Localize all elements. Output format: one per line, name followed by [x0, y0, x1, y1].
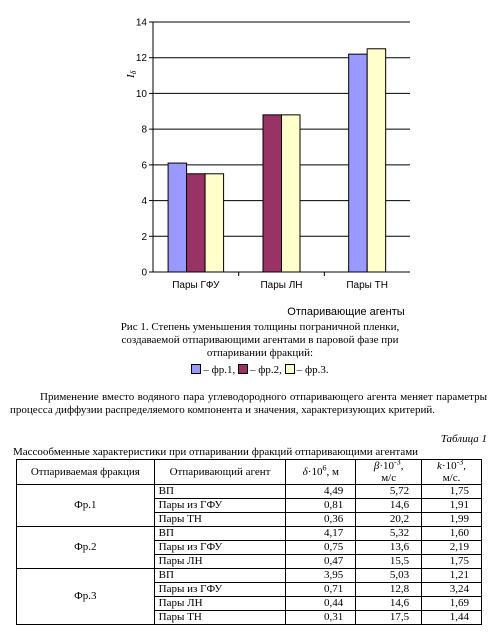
figure-legend	[160, 364, 360, 376]
table-body	[17, 485, 482, 625]
delta-cell: 0,44	[286, 597, 356, 611]
table-label: Таблица 1	[440, 433, 487, 445]
header-k: $k\cdot 10^{-3}$, м/с.	[422, 460, 482, 485]
legend-label-series-2: – фр.2,	[250, 364, 282, 376]
legend-swatch-series-3	[285, 364, 295, 374]
x-tick-label: Пары ГФУ	[172, 280, 220, 291]
agent-cell: ВП	[154, 569, 286, 583]
beta-cell: 13,6	[356, 541, 422, 555]
k-cell: 1,99	[422, 513, 482, 527]
header-agent: Отпаривающий агент	[154, 460, 286, 485]
y-tick-label: 12	[135, 53, 147, 65]
table-row	[17, 569, 482, 583]
k-cell: 2,19	[422, 541, 482, 555]
agent-cell: Пары ЛН	[154, 597, 286, 611]
header-delta: $\delta\cdot 10^6$, м	[286, 460, 356, 485]
legend-label-series-3: – фр.3.	[296, 364, 329, 376]
beta-cell: 17,5	[356, 611, 422, 625]
agent-cell: Пары из ГФУ	[154, 499, 286, 513]
k-cell: 3,24	[422, 583, 482, 597]
table-title: Массообменные характеристики при отпаривании фракций отпаривающими агентами	[13, 446, 419, 458]
y-tick-label: 10	[135, 88, 147, 100]
x-tick-label: Пары ТН	[346, 280, 388, 291]
delta-cell: 0,71	[286, 583, 356, 597]
agent-cell: Пары из ГФУ	[154, 541, 286, 555]
k-cell: 1,91	[422, 499, 482, 513]
y-tick-label: 14	[135, 17, 147, 29]
bar-series-1	[349, 54, 368, 272]
beta-cell: 5,03	[356, 569, 422, 583]
table-row	[17, 527, 482, 541]
header-fraction: Отпариваемая фракция	[17, 460, 155, 485]
delta-cell: 0,47	[286, 555, 356, 569]
k-cell: 1,44	[422, 611, 482, 625]
k-cell: 1,75	[422, 485, 482, 499]
bar-chart	[0, 0, 499, 320]
bar-series-2	[263, 115, 282, 272]
beta-cell: 5,72	[356, 485, 422, 499]
k-cell: 1,21	[422, 569, 482, 583]
beta-cell: 15,5	[356, 555, 422, 569]
legend-swatch-series-2	[238, 364, 248, 374]
y-axis-label: Iδ	[125, 70, 138, 78]
legend-label-series-1: – фр.1,	[203, 364, 236, 376]
agent-cell: Пары ТН	[154, 611, 286, 625]
table-row	[17, 485, 482, 499]
fraction-cell: Фр.3	[17, 569, 155, 625]
legend-swatch-series-1	[191, 364, 201, 374]
delta-cell: 3,95	[286, 569, 356, 583]
agent-cell: ВП	[154, 527, 286, 541]
y-tick-label: 8	[141, 124, 147, 136]
fraction-cell: Фр.2	[17, 527, 155, 569]
delta-cell: 0,75	[286, 541, 356, 555]
delta-cell: 4,17	[286, 527, 356, 541]
k-cell: 1,75	[422, 555, 482, 569]
body-paragraph: Применение вместо водяного пара углеводородного отпаривающего агента меняет параметры процесса диффузии распределяемого компонента и значения, характеризующих критерий.	[10, 391, 487, 416]
delta-cell: 4,49	[286, 485, 356, 499]
fraction-cell: Фр.1	[17, 485, 155, 527]
chart-bars	[168, 49, 386, 272]
header-beta: $\beta\cdot 10^{-3}$, м/с	[356, 460, 422, 485]
beta-cell: 20,2	[356, 513, 422, 527]
beta-cell: 14,6	[356, 597, 422, 611]
beta-cell: 12,8	[356, 583, 422, 597]
figure-caption: Рис 1. Степень уменьшения толщины пограничной пленки, создаваемой отпаривающими агентами в паровой фазе при отпаривании фракций:	[120, 321, 400, 359]
y-tick-label: 6	[141, 160, 147, 172]
agent-cell: Пары ТН	[154, 513, 286, 527]
beta-cell: 5,32	[356, 527, 422, 541]
bar-series-3	[367, 49, 386, 272]
beta-cell: 14,6	[356, 499, 422, 513]
bar-series-3	[205, 174, 224, 272]
k-cell: 1,60	[422, 527, 482, 541]
bar-series-3	[282, 115, 301, 272]
y-tick-label: 2	[141, 231, 147, 243]
x-axis-label: Отпаривающие агенты	[287, 306, 405, 318]
delta-cell: 0,36	[286, 513, 356, 527]
y-tick-label: 0	[141, 267, 147, 279]
x-tick-label: Пары ЛН	[260, 280, 303, 291]
delta-cell: 0,81	[286, 499, 356, 513]
k-cell: 1,69	[422, 597, 482, 611]
agent-cell: ВП	[154, 485, 286, 499]
mass-transfer-table	[16, 459, 482, 625]
delta-cell: 0,31	[286, 611, 356, 625]
bar-series-1	[168, 163, 187, 272]
bar-series-2	[187, 174, 206, 272]
y-tick-label: 4	[141, 196, 147, 208]
agent-cell: Пары ЛН	[154, 555, 286, 569]
agent-cell: Пары из ГФУ	[154, 583, 286, 597]
